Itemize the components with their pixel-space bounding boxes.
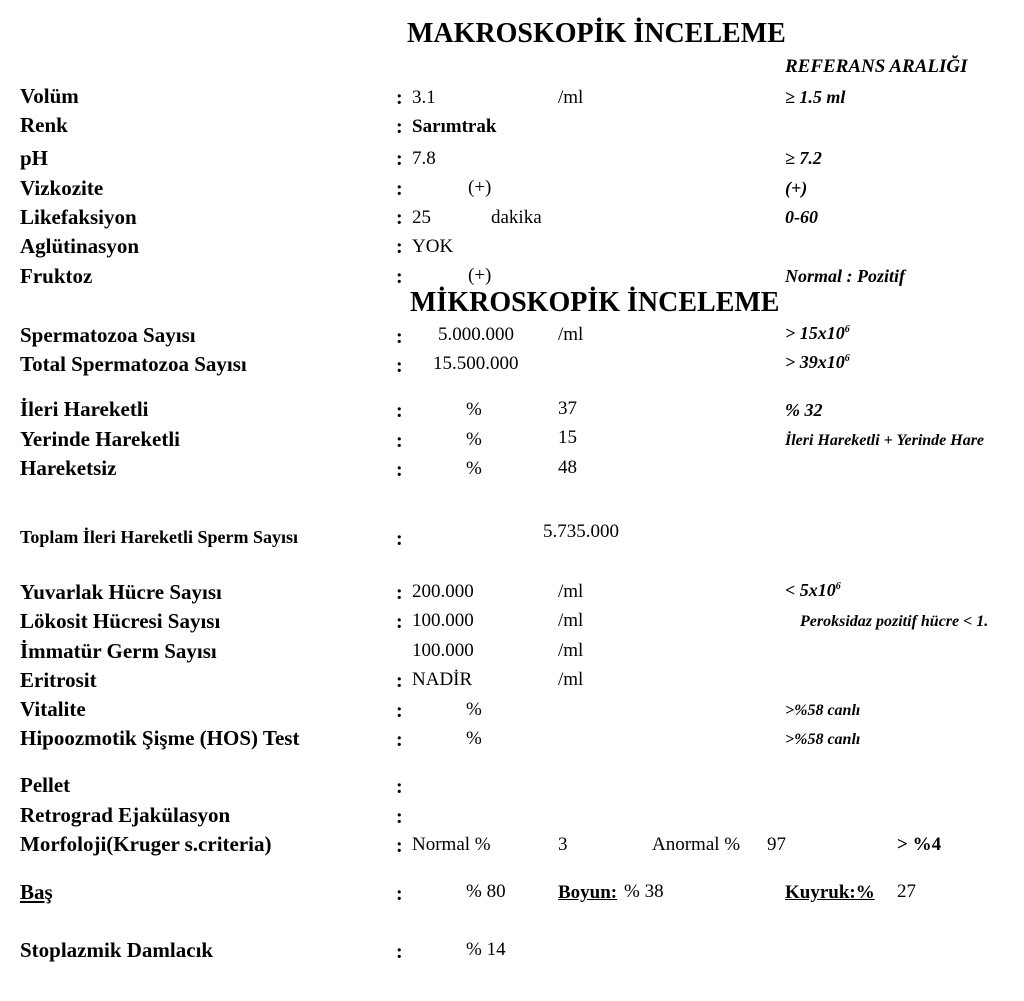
- microscopic-heading: MİKROSKOPİK İNCELEME: [410, 287, 780, 318]
- cytoplasmic-label: Stoplazmik Damlacık: [20, 938, 214, 962]
- hos-label: Hipoozmotik Şişme (HOS) Test: [20, 726, 300, 750]
- fructose-ref: Normal : Pozitif: [785, 266, 905, 286]
- in-place-label: Yerinde Hareketli: [20, 427, 181, 451]
- morphology-label: Morfoloji(Kruger s.criteria): [20, 832, 272, 856]
- erythrocyte-label: Eritrosit: [20, 668, 97, 692]
- agglutination-value: YOK: [412, 236, 454, 257]
- colon: :: [396, 459, 403, 481]
- viscosity-ref: (+): [785, 178, 808, 198]
- volume-label: Volüm: [20, 84, 79, 108]
- morphology-abnormal-label: Anormal %: [652, 834, 741, 855]
- neck-value: % 38: [624, 881, 664, 902]
- leukocyte-value: 100.000: [412, 610, 474, 631]
- viscosity-value: (+): [468, 177, 492, 198]
- colon: :: [396, 700, 403, 722]
- color-label: Renk: [20, 113, 68, 137]
- hos-pct: %: [466, 728, 482, 749]
- in-place-pct: %: [466, 429, 482, 450]
- immotile-pct: %: [466, 458, 482, 479]
- total-sperm-ref-base: > 39x10: [785, 352, 845, 372]
- colon: :: [396, 355, 403, 377]
- sperm-count-value: 5.000.000: [438, 324, 514, 345]
- immotile-value: 48: [558, 457, 577, 478]
- liquefaction-label: Likefaksiyon: [20, 205, 137, 229]
- tail-value: 27: [897, 881, 916, 902]
- viscosity-label: Vizkozite: [20, 176, 104, 200]
- morphology-normal-label: Normal %: [412, 834, 491, 855]
- colon: :: [396, 941, 403, 963]
- pellet-label: Pellet: [20, 773, 71, 797]
- colon: :: [396, 835, 403, 857]
- morphology-abnormal-value: 97: [767, 834, 786, 855]
- colon: :: [396, 87, 403, 109]
- ph-label: pH: [20, 146, 49, 170]
- ph-value: 7.8: [412, 148, 436, 169]
- round-cell-ref: [785, 581, 841, 599]
- reference-range-heading: REFERANS ARALIĞI: [785, 56, 968, 77]
- volume-value: 3.1: [412, 87, 436, 108]
- total-progressive-label: Toplam İleri Hareketli Sperm Sayısı: [20, 527, 299, 547]
- agglutination-label: Aglütinasyon: [20, 234, 140, 258]
- morphology-normal-value: 3: [558, 834, 568, 855]
- immature-unit: /ml: [558, 640, 584, 661]
- sperm-count-ref-exp: 6: [844, 324, 850, 335]
- macroscopic-heading: MAKROSKOPİK İNCELEME: [407, 18, 786, 49]
- immature-value: 100.000: [412, 640, 474, 661]
- round-cell-ref-exp: 6: [835, 581, 841, 592]
- total-sperm-label: Total Spermatozoa Sayısı: [20, 352, 247, 376]
- ph-ref: ≥ 7.2: [785, 148, 822, 168]
- round-cell-label: Yuvarlak Hücre Sayısı: [20, 580, 222, 604]
- progressive-ref: % 32: [785, 400, 823, 420]
- colon: :: [396, 528, 403, 550]
- immotile-label: Hareketsiz: [20, 456, 117, 480]
- retrograde-label: Retrograd Ejakülasyon: [20, 803, 231, 827]
- progressive-label: İleri Hareketli: [20, 397, 149, 421]
- in-place-value: 15: [558, 427, 577, 448]
- fructose-label: Fruktoz: [20, 264, 93, 288]
- liquefaction-ref: 0-60: [785, 207, 818, 227]
- sperm-count-ref: [785, 324, 850, 342]
- colon: :: [396, 611, 403, 633]
- head-label: Baş: [20, 880, 53, 904]
- colon: :: [396, 430, 403, 452]
- colon: :: [396, 582, 403, 604]
- colon: :: [396, 729, 403, 751]
- colon: :: [396, 178, 403, 200]
- colon: :: [396, 207, 403, 229]
- progressive-pct: %: [466, 399, 482, 420]
- colon: :: [396, 670, 403, 692]
- hos-ref: >%58 canlı: [785, 731, 861, 748]
- colon: :: [396, 116, 403, 138]
- sperm-count-unit: /ml: [558, 324, 584, 345]
- colon: :: [396, 326, 403, 348]
- colon: :: [396, 400, 403, 422]
- sperm-count-label: Spermatozoa Sayısı: [20, 323, 196, 347]
- leukocyte-ref: Peroksidaz pozitif hücre < 1.: [800, 613, 989, 630]
- colon: :: [396, 236, 403, 258]
- head-value: % 80: [466, 881, 506, 902]
- colon: :: [396, 806, 403, 828]
- total-sperm-ref-exp: 6: [844, 353, 850, 364]
- total-sperm-value: 15.500.000: [433, 353, 519, 374]
- immature-label: İmmatür Germ Sayısı: [20, 639, 217, 663]
- neck-label: Boyun:: [558, 882, 618, 903]
- color-value: Sarımtrak: [412, 116, 497, 137]
- erythrocyte-unit: /ml: [558, 669, 584, 690]
- colon: :: [396, 776, 403, 798]
- round-cell-value: 200.000: [412, 581, 474, 602]
- volume-ref: ≥ 1.5 ml: [785, 87, 846, 107]
- volume-unit: /ml: [558, 87, 584, 108]
- cytoplasmic-value: % 14: [466, 939, 506, 960]
- progressive-value: 37: [558, 398, 577, 419]
- tail-label: Kuyruk:%: [785, 882, 875, 903]
- round-cell-ref-base: < 5x10: [785, 580, 836, 600]
- erythrocyte-value: NADİR: [412, 669, 473, 690]
- round-cell-unit: /ml: [558, 581, 584, 602]
- liquefaction-unit: dakika: [491, 207, 542, 228]
- vitality-label: Vitalite: [20, 697, 86, 721]
- colon: :: [396, 266, 403, 288]
- sperm-count-ref-base: > 15x10: [785, 323, 845, 343]
- fructose-value: (+): [468, 265, 492, 286]
- total-progressive-value: 5.735.000: [543, 521, 619, 542]
- total-sperm-ref: [785, 353, 850, 371]
- leukocyte-unit: /ml: [558, 610, 584, 631]
- colon: :: [396, 883, 403, 905]
- vitality-ref: >%58 canlı: [785, 702, 861, 719]
- liquefaction-value: 25: [412, 207, 431, 228]
- vitality-pct: %: [466, 699, 482, 720]
- in-place-ref: İleri Hareketli + Yerinde Hare: [785, 432, 985, 449]
- colon: :: [396, 148, 403, 170]
- morphology-ref: > %4: [897, 834, 942, 855]
- leukocyte-label: Lökosit Hücresi Sayısı: [20, 609, 221, 633]
